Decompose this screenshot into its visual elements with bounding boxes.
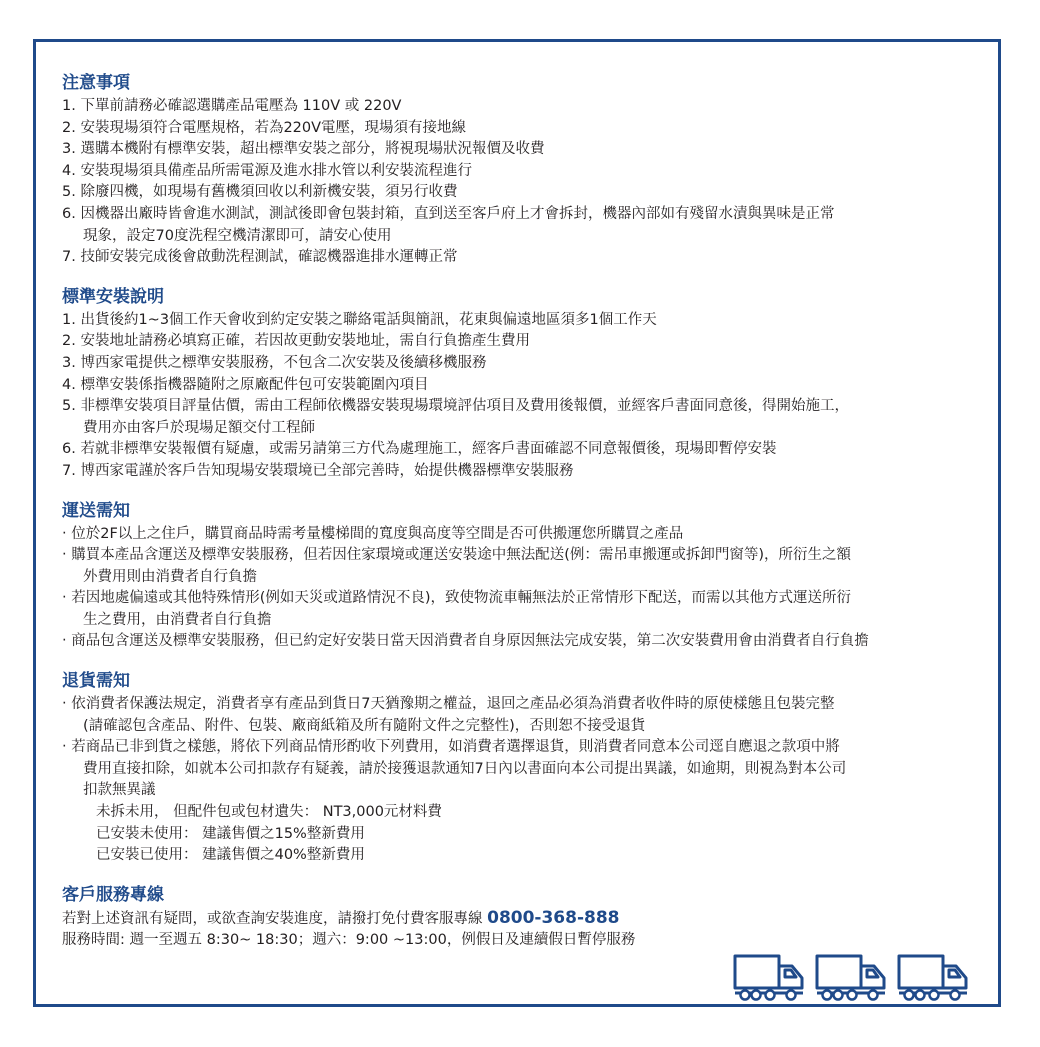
standard-heading: 標準安裝說明 (62, 286, 164, 307)
hotline-number[interactable]: 0800-368-888 (487, 907, 620, 928)
notice-item: 1. 下單前請務必確認選購產品電壓為 110V 或 220V (62, 98, 402, 114)
service-line-text: 若對上述資訊有疑問，或欲查詢安裝進度，請撥打免付費客服專線 (62, 910, 488, 927)
truck-icon (814, 952, 888, 1002)
standard-item: 3. 博西家電提供之標準安裝服務，不包含二次安裝及後續移機服務 (62, 354, 487, 371)
returns-fee-line: 未拆未用， 但配件包或包材遺失： NT3,000元材料費 (96, 804, 442, 821)
truck-icon (732, 952, 806, 1002)
notice-item: 7. 技師安裝完成後會啟動洗程測試，確認機器進排水運轉正常 (62, 249, 458, 266)
returns-fee-line: 已安裝已使用： 建議售價之40%整新費用 (96, 847, 365, 864)
standard-item-continued: 費用亦由客戶於現場足額交付工程師 (83, 419, 315, 436)
standard-item: 5. 非標準安裝項目評量估價，需由工程師依機器安裝現場環境評估項目及費用後報價，並經客戶書面同意後，得開始施工， (62, 398, 849, 415)
shipping-item-continued: 外費用則由消費者自行負擔 (83, 568, 257, 585)
returns-item-continued: 費用直接扣除，如就本公司扣款存有疑義，請於接獲退款通知7日內以書面向本公司提出異議，如逾期，則視為對本公司 (83, 760, 847, 777)
notice-item-continued: 現象，設定70度洗程空機清潔即可，請安心使用 (83, 227, 392, 244)
shipping-heading: 運送需知 (62, 500, 130, 521)
shipping-item-continued: 生之費用，由消費者自行負擔 (83, 611, 272, 628)
notice-item: 5. 除廢四機，如現場有舊機須回收以利新機安裝，須另行收費 (62, 184, 458, 201)
notice-section (62, 72, 982, 269)
shipping-item: ‧ 位於2F以上之住戶，購買商品時需考量樓梯間的寬度與高度等空間是否可供搬運您所購買之產品 (62, 525, 684, 542)
notice-item: 4. 安裝現場須具備產品所需電源及進水排水管以利安裝流程進行 (62, 162, 472, 179)
returns-item: ‧ 若商品已非到貨之樣態，將依下列商品情形酌收下列費用，如消費者選擇退貨，則消費者同意本公司逕自應退之款項中將 (62, 739, 840, 756)
shipping-item: ‧ 商品包含運送及標準安裝服務，但已約定好安裝日當天因消費者自身原因無法完成安裝，第二次安裝費用會由消費者自行負擔 (62, 633, 869, 650)
standard-section (62, 286, 982, 483)
service-line (62, 908, 982, 931)
standard-item: 4. 標準安裝係指機器隨附之原廠配件包可安裝範圍內項目 (62, 376, 429, 393)
notice-item: 3. 選購本機附有標準安裝，超出標準安裝之部分，將視現場狀況報價及收費 (62, 141, 545, 158)
standard-item: 1. 出貨後約1~3個工作天會收到約定安裝之聯絡電話與簡訊，花東與偏遠地區須多1個工作天 (62, 311, 657, 328)
service-section (62, 884, 982, 952)
returns-item-continued: 扣款無異議 (83, 782, 156, 799)
notice-item: 6. 因機器出廠時皆會進水測試，測試後即會包裝封箱，直到送至客戶府上才會拆封，機器內部如有殘留水漬與異味是正常 (62, 205, 835, 222)
returns-item-continued: (請確認包含產品、附件、包裝、廠商紙箱及所有隨附文件之完整性)，否則恕不接受退貨 (83, 717, 646, 734)
notice-item: 2. 安裝現場須符合電壓規格，若為220V電壓，現場須有接地線 (62, 119, 467, 136)
service-heading: 客戶服務專線 (62, 884, 164, 905)
returns-section (62, 670, 982, 867)
truck-icon (896, 952, 970, 1002)
standard-item: 2. 安裝地址請務必填寫正確，若因故更動安裝地址，需自行負擔產生費用 (62, 333, 530, 350)
shipping-section (62, 500, 982, 654)
notice-heading: 注意事項 (62, 73, 130, 93)
returns-fee-line: 已安裝未使用： 建議售價之15%整新費用 (96, 825, 365, 842)
content (62, 72, 982, 969)
truck-icons (732, 952, 970, 1002)
returns-heading: 退貨需知 (62, 671, 130, 692)
standard-item: 7. 博西家電謹於客戶告知現場安裝環境已全部完善時，始提供機器標準安裝服務 (62, 462, 574, 479)
shipping-item: ‧ 購買本產品含運送及標準安裝服務，但若因住家環境或運送安裝途中無法配送(例：需吊車搬運或拆卸門窗等)，所衍生之額 (62, 547, 852, 564)
returns-item: ‧ 依消費者保護法規定，消費者享有產品到貨日7天猶豫期之權益，退回之產品必須為消費者收件時的原使樣態且包裝完整 (62, 696, 835, 713)
shipping-item: ‧ 若因地處偏遠或其他特殊情形(例如天災或道路情況不良)，致使物流車輛無法於正常情形下配送，而需以其他方式運送所衍 (62, 590, 852, 607)
standard-item: 6. 若就非標準安裝報價有疑慮，或需另請第三方代為處理施工，經客戶書面確認不同意報價後，現場即暫停安裝 (62, 441, 777, 458)
service-hours: 服務時間: 週一至週五 8:30~ 18:30；週六：9:00 ~13:00，例假日及連續假日暫停服務 (62, 932, 636, 949)
